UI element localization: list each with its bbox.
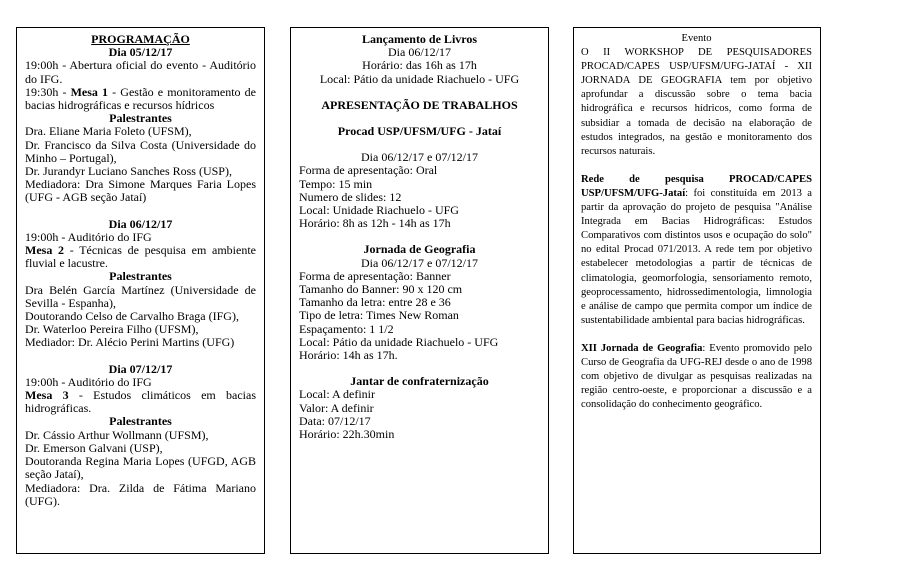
rede-heading: Rede de pesquisa PROCAD/CAPES USP/UFSM/UFG-Jataí — [581, 173, 812, 199]
day2-speaker-2: Doutorando Celso de Carvalho Braga (IFG), — [25, 309, 239, 324]
day3-place: 19:00h - Auditório do IFG — [25, 374, 152, 389]
day3-mesa-topic: - Estudos climáticos em bacias hidrográficas. — [25, 388, 256, 416]
day2-mesa-label: Mesa 2 — [25, 243, 65, 258]
day2-speakers-title: Palestrantes — [109, 269, 172, 284]
jornada-date: Dia 06/12/17 e 07/12/17 — [361, 255, 478, 270]
procad-place: Local: Unidade Riachuelo - UFG — [299, 203, 459, 218]
programacao-title: PROGRAMAÇÃO — [91, 32, 190, 46]
jornada-banner-size: Tamanho do Banner: 90 x 120 cm — [299, 282, 463, 297]
dinner-title: Jantar de confraternização — [350, 374, 489, 389]
day3-speaker-2: Dr. Emerson Galvani (USP), — [25, 440, 163, 455]
dinner-value: Valor: A definir — [299, 400, 374, 415]
jornada-title: Jornada de Geografia — [363, 242, 476, 257]
day2-place: 19:00h - Auditório do IFG — [25, 229, 152, 244]
event-panel — [573, 27, 821, 554]
procad-time: Tempo: 15 min — [299, 176, 373, 191]
jornada-letter-size: Tamanho da letra: entre 28 e 36 — [299, 295, 451, 310]
day1-mesa-time: 19:30h - — [25, 84, 71, 99]
procad-slides: Numero de slides: 12 — [299, 189, 402, 204]
day2-speaker-1: Dra Belén García Martínez (Universidade de Sevilla - Espanha), — [25, 282, 256, 310]
day2-speaker-3: Dr. Waterloo Pereira Filho (UFSM), — [25, 322, 199, 337]
launch-title: Lançamento de Livros — [361, 32, 478, 46]
day3-date: Dia 07/12/17 — [108, 361, 173, 376]
day2-mediator: Mediador: Dr. Alécio Perini Martins (UFG) — [25, 335, 235, 350]
xii-heading: XII Jornada de Geografia — [581, 342, 703, 354]
day1-opening: 19:00h - Abertura oficial do evento - Auditório do IFG. — [25, 58, 256, 86]
procad-date: Dia 06/12/17 e 07/12/17 — [361, 150, 478, 165]
day3-speakers-title: Palestrantes — [109, 414, 172, 429]
launch-place: Local: Pátio da unidade Riachuelo - UFG — [319, 71, 520, 86]
xii-text: : Evento promovido pelo Curso de Geografia da UFG-REJ desde o ano de 1998 com objetivo de divulgar as pesquisas realizadas na região centro-oeste, e proporcionar a discussão e a consolidação do conhecimento geográfico. — [581, 342, 812, 411]
day2-mesa-topic: - Técnicas de pesquisa em ambiente fluvial e lacustre. — [25, 243, 256, 271]
day1-speaker-1: Dra. Eliane Maria Foleto (UFSM), — [25, 124, 192, 139]
day1-speaker-2: Dr. Francisco da Silva Costa (Universidade do Minho – Portugal), — [25, 137, 256, 165]
launch-date: Dia 06/12/17 — [388, 45, 451, 60]
presentation-title: APRESENTAÇÃO DE TRABALHOS — [321, 97, 518, 112]
day1-speaker-3: Dr. Jurandyr Luciano Sanches Ross (USP), — [25, 164, 232, 179]
day3-mesa — [25, 389, 256, 415]
day3-speaker-1: Dr. Cássio Arthur Wollmann (UFSM), — [25, 427, 209, 442]
event-title: Evento — [681, 33, 712, 44]
procad-hours: Horário: 8h as 12h - 14h as 17h — [299, 216, 451, 231]
dinner-date: Data: 07/12/17 — [299, 413, 371, 428]
day3-speaker-3: Doutoranda Regina Maria Lopes (UFGD, AGB seção Jataí), — [25, 454, 256, 482]
xii-paragraph — [581, 342, 812, 412]
jornada-place: Local: Pátio da unidade Riachuelo - UFG — [299, 334, 499, 349]
rede-paragraph — [581, 173, 812, 328]
day2-date: Dia 06/12/17 — [108, 216, 173, 231]
day1-speakers-title: Palestrantes — [109, 111, 172, 126]
launch-time: Horário: das 16h as 17h — [362, 58, 477, 73]
presentations-panel — [290, 27, 549, 554]
programacao-panel — [16, 27, 265, 554]
day1-mesa-topic: - Gestão e monitoramento de bacias hidrográficas e recursos hídricos — [25, 84, 256, 113]
day1-mesa — [25, 86, 256, 112]
procad-form: Forma de apresentação: Oral — [299, 163, 438, 178]
jornada-form: Forma de apresentação: Banner — [299, 268, 451, 283]
jornada-spacing: Espaçamento: 1 1/2 — [299, 321, 394, 336]
day1-mesa-label: Mesa 1 — [70, 84, 109, 99]
day2-mesa — [25, 244, 256, 270]
day1-mediator: Mediadora: Dra Simone Marques Faria Lopes (UFG - AGB seção Jataí) — [25, 177, 256, 205]
jornada-letter-type: Tipo de letra: Times New Roman — [299, 308, 459, 323]
day1-date: Dia 05/12/17 — [108, 45, 173, 60]
jornada-hours: Horário: 14h as 17h. — [299, 348, 398, 363]
procad-title: Procad USP/UFSM/UFG - Jataí — [337, 124, 502, 139]
dinner-hours: Horário: 22h.30min — [299, 427, 395, 442]
dinner-place: Local: A definir — [299, 387, 375, 402]
rede-text: : foi constituída em 2013 a partir da aprovação do projeto de pesquisa "Análise Integrada em Bacias Hidrográficas: Estudos Comparativos com distintos usos e ocupação do solo" no edital Procad 071/2013. A rede tem por objetivo estabelecer metodologias a partir de técnicas de climatologia, geomorfologia, sensoriamento remoto, geoprocessamento, hidrossedimentologia, limnologia e análise de campo que permita compor um índice de sustentabilidade ambiental para bacias hidrográficas. — [581, 187, 812, 326]
event-description: O II WORKSHOP DE PESQUISADORES PROCAD/CAPES USP/UFSM/UFG-JATAÍ - XII JORNADA DE GEOGRAFIA tem por objetivo aprofundar a discussão sobre o tema bacia hidrográfica e recursos hídricos, como forma de subsidiar a tomada de decisão na elaboração de estudos integrados, na gestão e monitoramento dos recursos naturais. — [581, 47, 812, 157]
day3-mesa-label: Mesa 3 — [25, 388, 69, 403]
day3-mediator: Mediadora: Dra. Zilda de Fátima Mariano (UFG). — [25, 480, 256, 508]
